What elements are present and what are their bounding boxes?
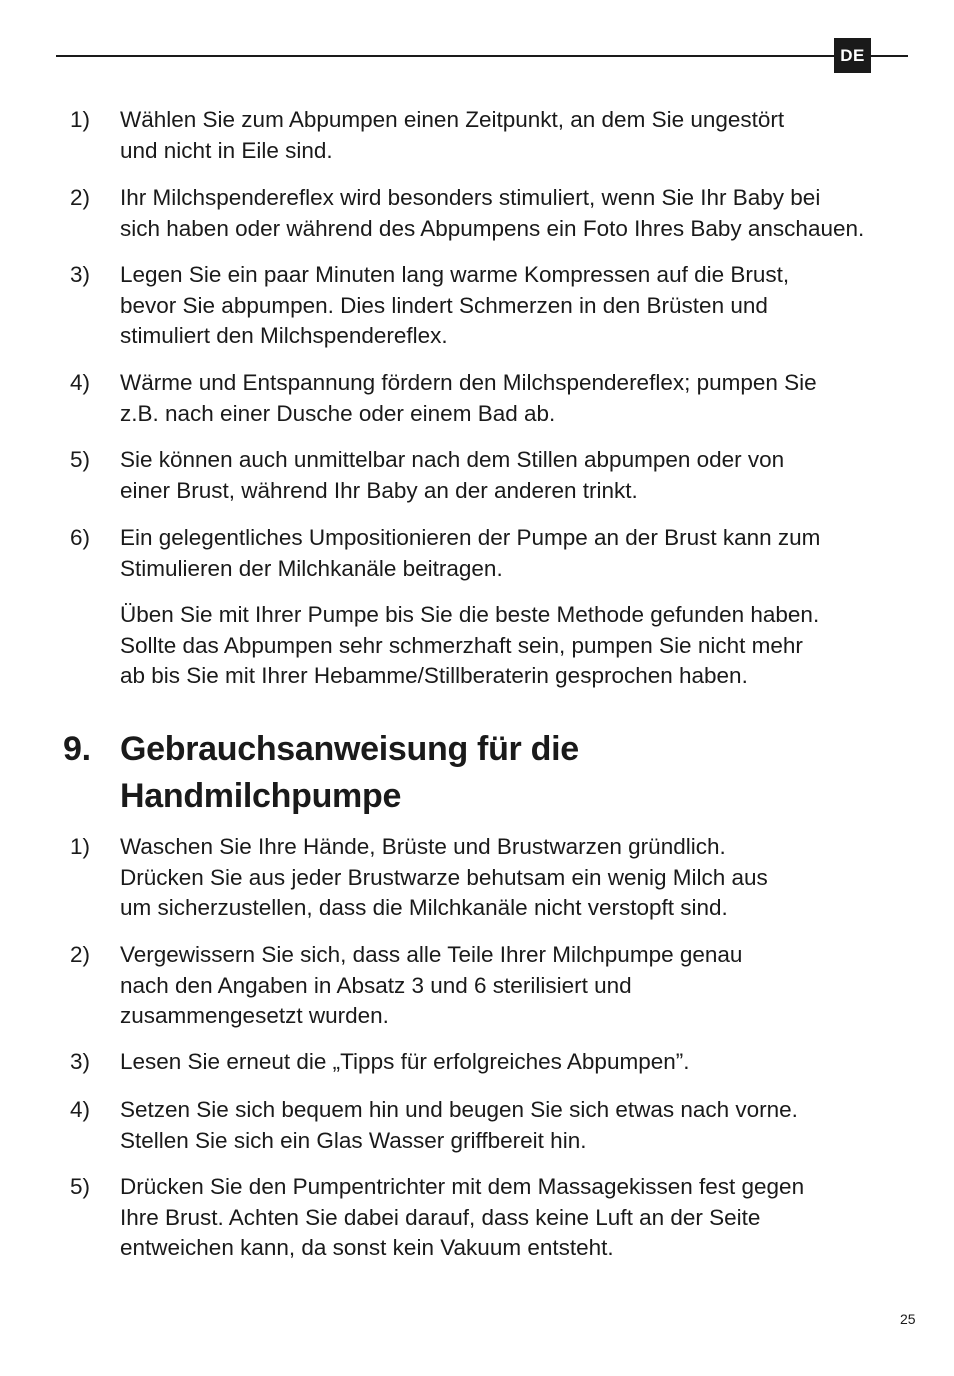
page-number: 25 xyxy=(900,1311,916,1327)
list-item-number: 4) xyxy=(70,1097,91,1122)
list-item-number: 6) xyxy=(70,525,91,550)
text-line: und nicht in Eile sind. xyxy=(120,137,333,163)
list-item-text xyxy=(120,1172,890,1264)
text-line: einer Brust, während Ihr Baby an der anderen trinkt. xyxy=(120,477,638,503)
list-item-text xyxy=(120,1047,890,1078)
text-line: Waschen Sie Ihre Hände, Brüste und Brustwarzen gründlich. xyxy=(120,834,726,859)
list-item-number: 4) xyxy=(70,370,91,395)
tips-note-paragraph xyxy=(120,600,890,692)
list-item-number: 1) xyxy=(70,107,91,132)
text-line: ab bis Sie mit Ihrer Hebamme/Stillberaterin gesprochen haben. xyxy=(120,663,748,688)
text-line: Lesen Sie erneut die „Tipps für erfolgreiches Abpumpen”. xyxy=(120,1049,690,1074)
text-line: Wählen Sie zum Abpumpen einen Zeitpunkt, an dem Sie ungestört xyxy=(120,107,785,132)
list-item-number: 5) xyxy=(70,447,91,472)
list-item-number: 3) xyxy=(70,262,91,287)
text-line: Drücken Sie den Pumpentrichter mit dem Massagekissen fest gegen xyxy=(120,1174,805,1199)
language-badge: DE xyxy=(834,38,871,73)
text-line: Ihr Milchspendereflex wird besonders stimuliert, wenn Sie Ihr Baby bei xyxy=(120,185,821,210)
text-line: Üben Sie mit Ihrer Pumpe bis Sie die beste Methode gefunden haben. xyxy=(120,602,820,627)
text-line: Sollte das Abpumpen sehr schmerzhaft sein, pumpen Sie nicht mehr xyxy=(120,632,803,658)
list-item-text xyxy=(120,368,890,429)
list-item-text xyxy=(120,940,890,1032)
text-line: stimuliert den Milchspendereflex. xyxy=(120,323,448,348)
section-title xyxy=(120,726,579,820)
list-item-text xyxy=(120,1095,890,1156)
title-line: Handmilchpumpe xyxy=(120,777,402,815)
text-line: Legen Sie ein paar Minuten lang warme Kompressen auf die Brust, xyxy=(120,262,790,287)
text-line: Vergewissern Sie sich, dass alle Teile Ihrer Milchpumpe genau xyxy=(120,942,743,967)
list-item-number: 1) xyxy=(70,834,91,859)
section-number: 9. xyxy=(63,730,91,768)
list-item-text xyxy=(120,832,890,924)
text-line: Sie können auch unmittelbar nach dem Stillen abpumpen oder von xyxy=(120,447,785,472)
text-line: Setzen Sie sich bequem hin und beugen Sie sich etwas nach vorne. xyxy=(120,1097,798,1122)
title-line: Gebrauchsanweisung für die xyxy=(120,730,579,768)
list-item-number: 3) xyxy=(70,1049,91,1074)
list-item-text xyxy=(120,523,890,584)
text-line: Stellen Sie sich ein Glas Wasser griffbereit hin. xyxy=(120,1127,587,1153)
text-line: Ein gelegentliches Umpositionieren der Pumpe an der Brust kann zum xyxy=(120,525,821,550)
text-line: Ihre Brust. Achten Sie dabei darauf, dass keine Luft an der Seite xyxy=(120,1204,761,1230)
header-rule xyxy=(56,55,908,57)
text-line: Wärme und Entspannung fördern den Milchspendereflex; pumpen Sie xyxy=(120,370,817,395)
list-item-text xyxy=(120,105,890,166)
list-item-number: 2) xyxy=(70,942,91,967)
list-item-text xyxy=(120,260,890,352)
text-line: sich haben oder während des Abpumpens ein Foto Ihres Baby anschauen. xyxy=(120,215,865,241)
list-item-text xyxy=(120,445,890,506)
text-line: z.B. nach einer Dusche oder einem Bad ab. xyxy=(120,400,556,426)
text-line: nach den Angaben in Absatz 3 und 6 sterilisiert und xyxy=(120,972,632,998)
text-line: zusammengesetzt wurden. xyxy=(120,1003,389,1028)
list-item-text xyxy=(120,183,890,244)
list-item-number: 2) xyxy=(70,185,91,210)
text-line: entweichen kann, da sonst kein Vakuum entsteht. xyxy=(120,1235,614,1260)
text-line: Stimulieren der Milchkanäle beitragen. xyxy=(120,555,503,581)
text-line: Drücken Sie aus jeder Brustwarze behutsam ein wenig Milch aus xyxy=(120,864,768,890)
list-item-number: 5) xyxy=(70,1174,91,1199)
text-line: um sicherzustellen, dass die Milchkanäle nicht verstopft sind. xyxy=(120,895,728,920)
text-line: bevor Sie abpumpen. Dies lindert Schmerzen in den Brüsten und xyxy=(120,292,768,318)
